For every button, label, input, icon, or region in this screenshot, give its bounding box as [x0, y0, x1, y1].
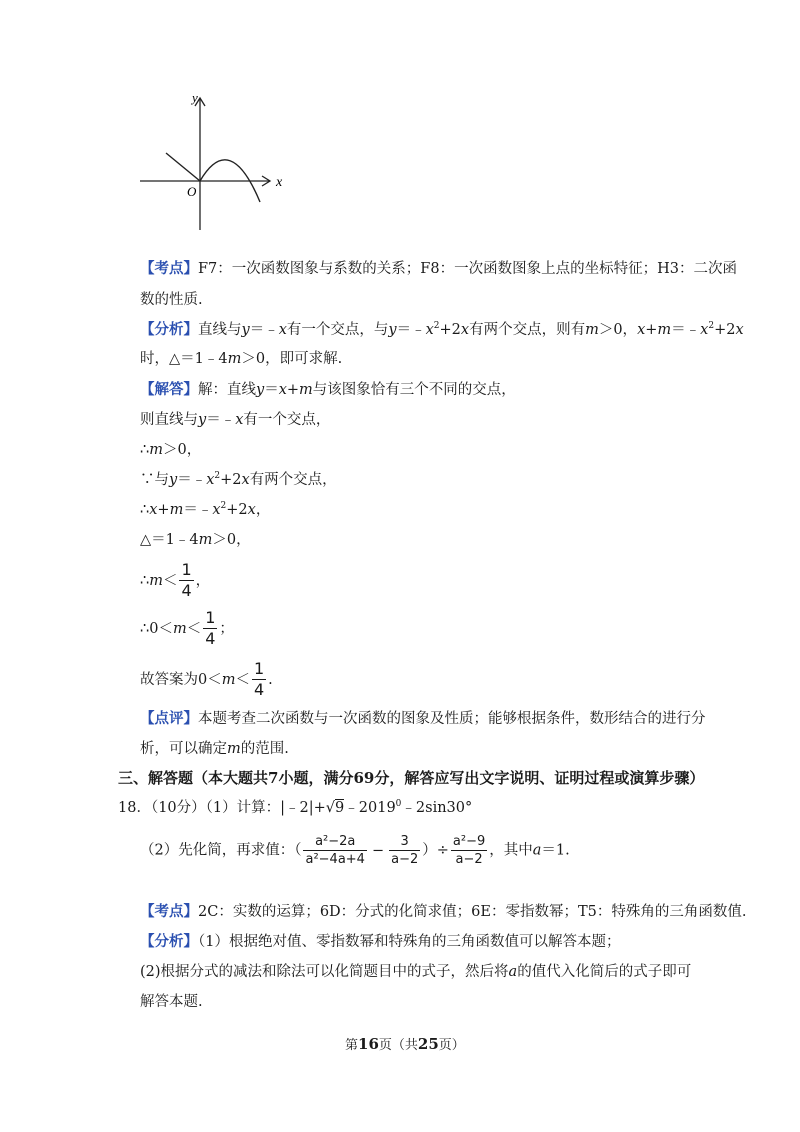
page-footer: 第16页（共25页） — [345, 1035, 465, 1053]
origin-label: O — [187, 184, 197, 199]
fraction-one-quarter: $\frac{1}{4}$ — [181, 560, 192, 600]
page-number: 16 — [358, 1035, 379, 1053]
dianping-line2: 析，可以确定m的范围. — [140, 741, 289, 757]
function-graph — [130, 90, 300, 240]
kaodian-1-line1 — [140, 257, 737, 278]
kaodian-tag: 【考点】 — [140, 903, 198, 920]
jieda-tag: 【解答】 — [140, 381, 198, 398]
dianping-line1: 【点评】本题考查二次函数与一次函数的图象及性质；能够根据条件，数形结合的进行分 — [140, 710, 706, 727]
kaodian-text: F7：一次函数图象与系数的关系；F8：一次函数图象上点的坐标特征；H3：二次函 — [198, 261, 737, 277]
fenxi-2-line2: (2)根据分式的减法和除法可以化简题目中的式子，然后将a的值代入化简后的式子即可 — [140, 964, 692, 980]
fenxi-tag: 【分析】 — [140, 933, 198, 950]
q18-line1: 18．（10分）（1）计算：$|﹣2|+√9﹣2019^0﹣2\sin 30^\circ$ — [118, 799, 473, 816]
page-total: 25 — [417, 1035, 439, 1053]
jieda-1-line2: 则直线与y＝﹣x有一个交点， — [140, 412, 331, 428]
kaodian-1-line2: 数的性质. — [140, 292, 203, 308]
fraction-one-quarter: $\frac{1}{4}$ — [205, 608, 216, 648]
jieda-1-line6: △＝1﹣4m＞0， — [140, 532, 251, 548]
y-axis-label: y — [192, 90, 198, 105]
jieda-1-line3: ∴m＞0， — [140, 442, 202, 458]
jieda-1-line5: $\therefore x+m=﹣x^2+2x$， — [140, 501, 271, 518]
x-axis-label: x — [276, 175, 283, 190]
jieda-1-line8: ∴0＜m＜ $\frac{1}{4}$ ； — [140, 608, 234, 648]
jieda-1-line7: ∴m＜ $\frac{1}{4}$ ， — [140, 560, 211, 600]
fraction-one-quarter: $\frac{1}{4}$ — [253, 659, 265, 699]
kaodian-tag: 【考点】 — [140, 260, 198, 277]
kaodian-2: 【考点】2C：实数的运算；6D：分式的化简求值；6E：零指数幂；T5：特殊角的三角函数值. — [140, 903, 747, 920]
fenxi-2-line1: 【分析】（1）根据绝对值、零指数幂和特殊角的三角函数值可以解答本题； — [140, 933, 621, 950]
fraction-3: $\frac{\text{a²−9}}{a-2}$ — [452, 834, 486, 867]
fenxi-1-line1: 【分析】直线与y＝﹣x有一个交点，与$y=﹣x^2+2x$有两个交点，则有m＞0，$x+m=﹣x^2+2x$ — [140, 321, 744, 338]
fenxi-1-line2: 时，△＝1﹣4m＞0，即可求解. — [140, 351, 343, 367]
jieda-1-line9: 故答案为0＜m＜ $\frac{1}{4}$ . — [140, 659, 273, 699]
fenxi-tag: 【分析】 — [140, 321, 198, 338]
dianping-tag: 【点评】 — [140, 710, 198, 727]
fenxi-2-line3: 解答本题. — [140, 994, 203, 1010]
jieda-1-line1: 【解答】解：直线y＝x+m与该图象恰有三个不同的交点， — [140, 381, 516, 398]
q18-line2: （2）先化简，再求值：（ $\frac{\text{a²−2a}}{\text{a²−4a+4}}$ − $\frac{3}{a-2}$ ）÷ $\frac{\text{a²−9}}{a-2}$ ，其中a＝1. — [140, 834, 570, 867]
sqrt-sign: √ — [325, 800, 336, 816]
fraction-2: $\frac{3}{a-2}$ — [391, 834, 419, 867]
line-branch — [166, 153, 200, 181]
fraction-1: $\frac{\text{a²−2a}}{\text{a²−4a+4}}$ — [305, 834, 365, 867]
section-3-title: 三、解答题（本大题共7小题，满分69分，解答应写出文字说明、证明过程或演算步骤） — [118, 769, 705, 787]
jieda-1-line4: ∵与$y=﹣x^2+2x$有两个交点， — [140, 471, 337, 488]
